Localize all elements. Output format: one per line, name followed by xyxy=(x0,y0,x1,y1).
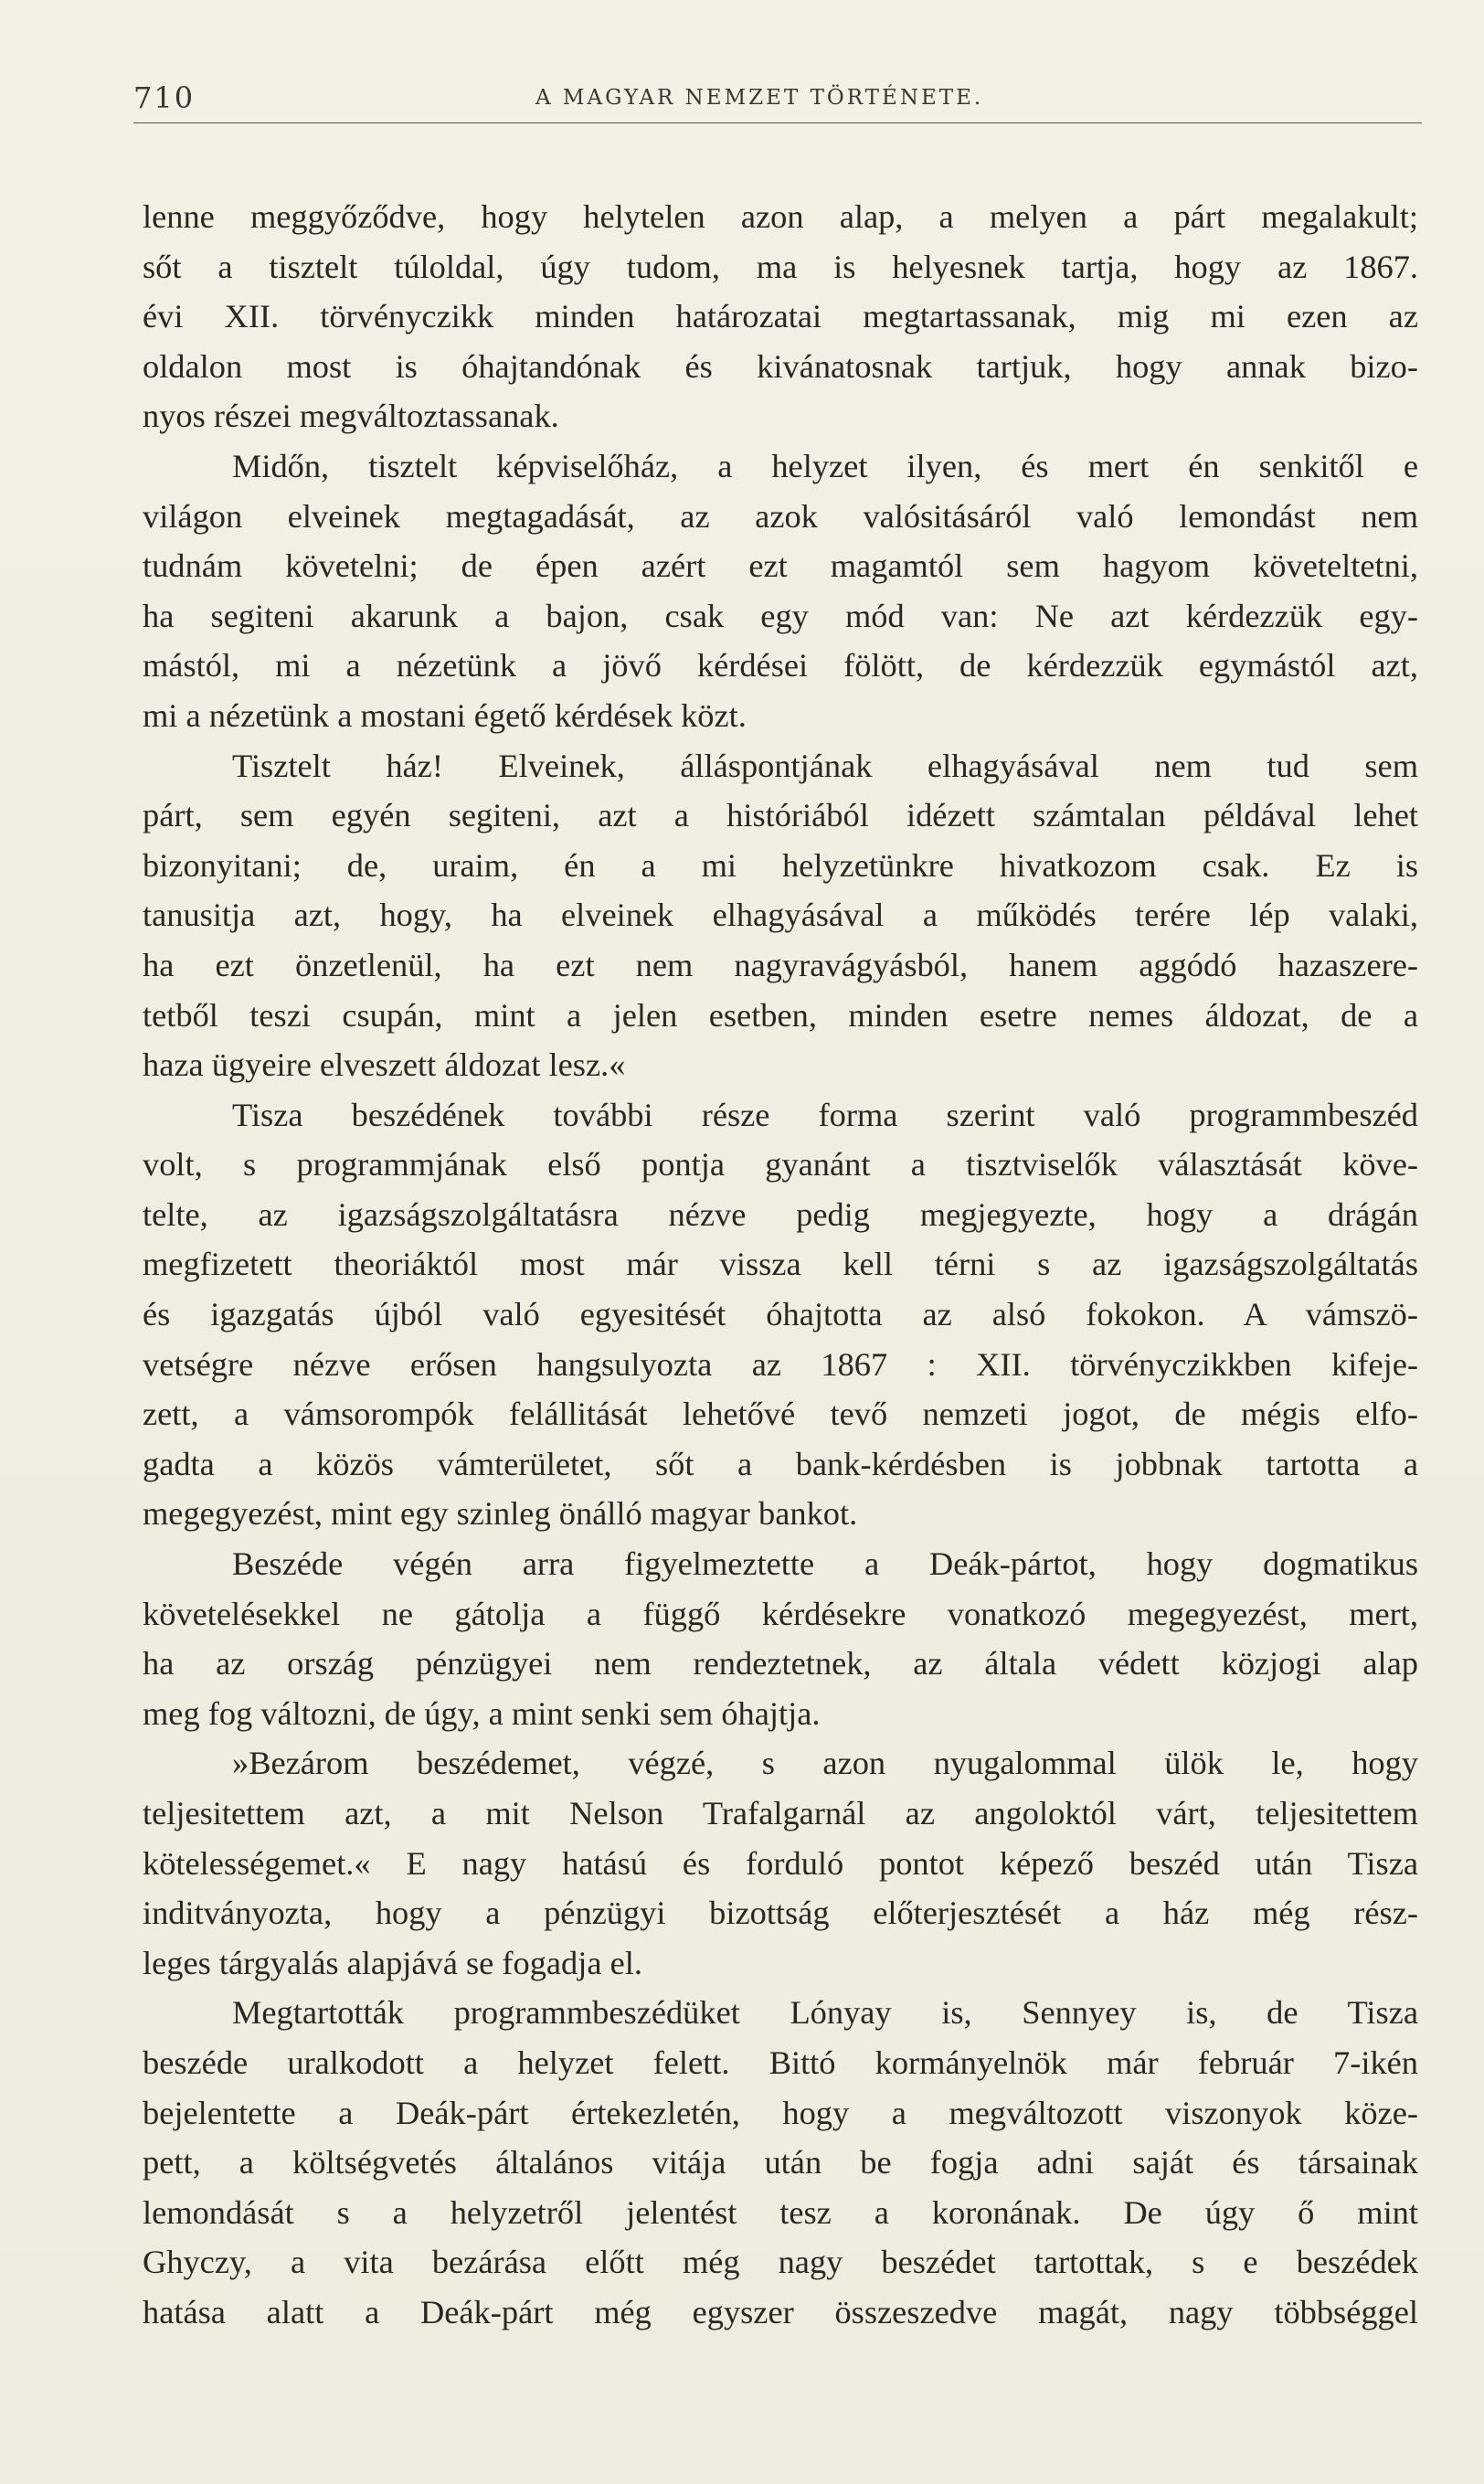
text-line: nyos részei megváltoztassanak. xyxy=(143,398,559,435)
text-line: pett, a költségvetés általános vitája után be fogja adni saját és társainak xyxy=(143,2144,1418,2181)
text-line: bizonyitani; de, uraim, én a mi helyzetünkre hivatkozom csak. Ez is xyxy=(143,846,1418,884)
text-line: sőt a tisztelt túloldal, úgy tudom, ma is helyesnek tartja, hogy az 1867. xyxy=(143,248,1418,285)
text-line: Tisztelt ház! Elveinek, álláspontjának elhagyásával nem tud sem xyxy=(232,747,1418,784)
text-line: tanusitja azt, hogy, ha elveinek elhagyásával a működés terére lép valaki, xyxy=(143,897,1418,934)
text-line: haza ügyeire elveszett áldozat lesz.« xyxy=(143,1046,626,1084)
text-line: Ghyczy, a vita bezárása előtt még nagy beszédet tartottak, s e beszédek xyxy=(143,2244,1418,2281)
text-line: mástól, mi a nézetünk a jövő kérdései fölött, de kérdezzük egymástól azt, xyxy=(143,647,1418,685)
text-line: Beszéde végén arra figyelmeztette a Deák-pártot, hogy dogmatikus xyxy=(232,1545,1418,1583)
text-line: inditványozta, hogy a pénzügyi bizottság előterjesztését a ház még rész- xyxy=(143,1895,1418,1932)
text-line: teljesitettem azt, a mit Nelson Trafalgarnál az angoloktól várt, teljesitettem xyxy=(143,1795,1418,1831)
text-line: gadta a közös vámterületet, sőt a bank-kérdésben is jobbnak tartotta a xyxy=(143,1445,1418,1482)
text-line: megfizetett theoriáktól most már vissza kell térni s az igazságszolgáltatás xyxy=(143,1246,1418,1283)
text-line: volt, s programmjának első pontja gyanánt a tisztviselők választását köve- xyxy=(143,1146,1418,1184)
page-header xyxy=(133,80,1422,128)
text-line: tudnám követelni; de épen azért ezt magamtól sem hagyom követeltetni, xyxy=(143,547,1418,585)
text-line: Megtartották programmbeszédüket Lónyay is, Sennyey is, de Tisza xyxy=(232,1994,1418,2032)
text-line: hatása alatt a Deák-párt még egyszer összeszedve magát, nagy többséggel xyxy=(143,2293,1418,2330)
text-line: telte, az igazságszolgáltatásra nézve pedig megjegyezte, hogy a drágán xyxy=(143,1195,1418,1233)
text-line: Midőn, tisztelt képviselőház, a helyzet ilyen, és mert én senkitől e xyxy=(232,447,1418,484)
text-line: oldalon most is óhajtandónak és kivánatosnak tartjuk, hogy annak bizo- xyxy=(143,347,1418,385)
text-line: Tisza beszédének további része forma szerint való programmbeszéd xyxy=(232,1096,1418,1133)
text-line: ha segiteni akarunk a bajon, csak egy mód van: Ne azt kérdezzük egy- xyxy=(143,597,1418,634)
text-line: bejelentette a Deák-párt értekezletén, hogy a megváltozott viszonyok köze- xyxy=(143,2094,1418,2131)
text-line: lenne meggyőződve, hogy helytelen azon alap, a melyen a párt megalakult; xyxy=(143,198,1418,235)
text-line: ha ezt önzetlenül, ha ezt nem nagyravágyásból, hanem aggódó hazaszere- xyxy=(143,946,1418,983)
text-line: világon elveinek megtagadását, az azok valósitásáról való lemondást nem xyxy=(143,497,1418,535)
text-line: ha az ország pénzügyei nem rendeztetnek, az általa védett közjogi alap xyxy=(143,1645,1418,1683)
text-line: és igazgatás újból való egyesitését óhajtotta az alsó fokokon. A vámszö- xyxy=(143,1296,1418,1333)
text-line: kötelességemet.« E nagy hatású és forduló pontot képező beszéd után Tisza xyxy=(143,1844,1418,1882)
text-line: megegyezést, mint egy szinleg önálló magyar bankot. xyxy=(143,1495,858,1533)
text-line: leges tárgyalás alapjává se fogadja el. xyxy=(143,1944,642,1981)
body-text xyxy=(143,192,1418,2338)
text-line: mi a nézetünk a mostani égető kérdések közt. xyxy=(143,696,747,734)
page-number: 710 xyxy=(133,80,196,115)
header-rule xyxy=(133,122,1422,123)
text-line: tetből teszi csupán, mint a jelen esetben, minden esetre nemes áldozat, de a xyxy=(143,996,1418,1034)
text-line: beszéde uralkodott a helyzet felett. Bittó kormányelnök már február 7-ikén xyxy=(143,2043,1418,2081)
text-line: zett, a vámsorompók felállitását lehetővé tevő nemzeti jogot, de mégis elfo- xyxy=(143,1396,1418,1433)
text-line: meg fog változni, de úgy, a mint senki sem óhajtja. xyxy=(143,1694,821,1732)
text-line: vetségre nézve erősen hangsulyozta az 1867 : XII. törvényczikkben kifeje- xyxy=(143,1345,1418,1383)
text-line: követelésekkel ne gátolja a függő kérdésekre vonatkozó megegyezést, mert, xyxy=(143,1595,1418,1632)
running-title: A MAGYAR NEMZET TÖRTÉNETE. xyxy=(535,86,984,110)
text-line: párt, sem egyén segiteni, azt a históriából idézett számtalan példával lehet xyxy=(143,797,1418,834)
text-line: lemondását s a helyzetről jelentést tesz a koronának. De úgy ő mint xyxy=(143,2193,1418,2231)
text-line: évi XII. törvényczikk minden határozatai megtartassanak, mig mi ezen az xyxy=(143,298,1418,335)
text-line: »Bezárom beszédemet, végzé, s azon nyugalommal ülök le, hogy xyxy=(232,1745,1418,1782)
